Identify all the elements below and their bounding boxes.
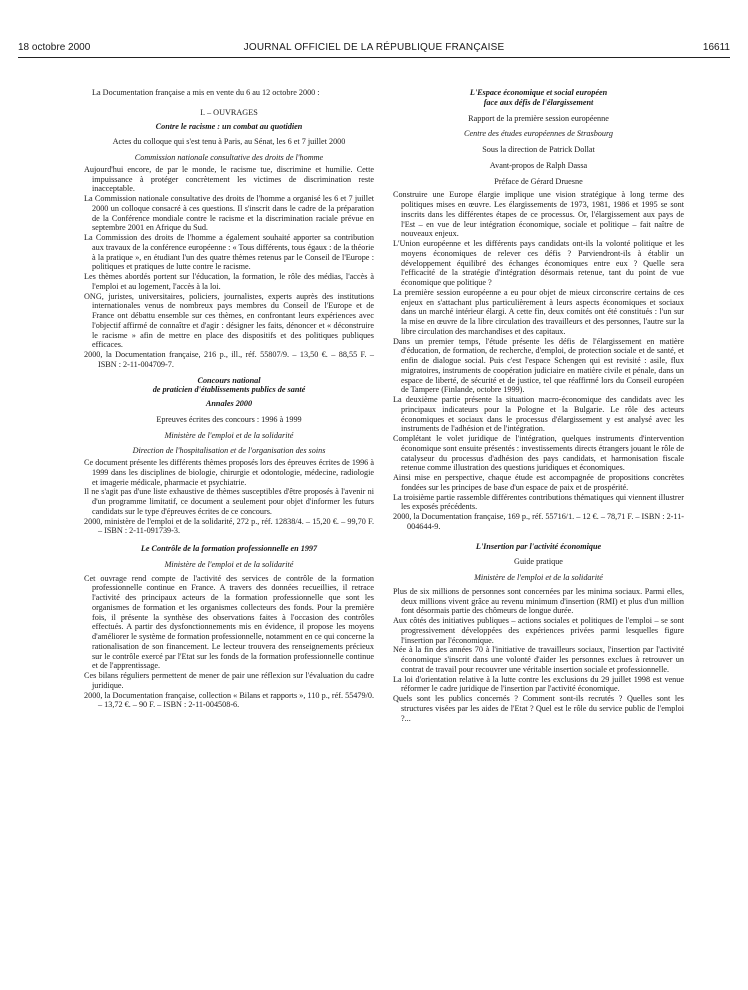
entry-subtitle: Guide pratique — [514, 557, 563, 567]
entry-title: Annales 2000 — [205, 399, 253, 408]
paragraph: Cet ouvrage rend compte de l'activité des services de contrôle de la formation professionnelle continue en France. A travers des données recueillies, il retrace l'activité des principaux acteurs de la formation professionnelle que sont les organismes de formation et les organismes collecteurs des fonds. Pour la première fois, il présente la synthèse des observations faites à l'occasion des contrôles effectués. A partir des dysfonctionnements mis en évidence, il propose les moyens d'améliorer le système de formation professionnelle, notamment en ce qui concerne la rationalisation de son financement. Le lecteur trouvera des renseignements précieux sur le contrôle exercé par l'Etat sur les fonds de la formation professionnelle continue et de l'apprentissage. — [84, 573, 374, 671]
entry-racisme — [84, 122, 374, 370]
page-number: 16611 — [702, 42, 730, 53]
entry-title: Le Contrôle de la formation professionnelle en 1997 — [140, 544, 318, 553]
journal-title: JOURNAL OFFICIEL DE LA RÉPUBLIQUE FRANÇAISE — [243, 42, 505, 53]
paragraph: Complétant le volet juridique de l'intégration, quelques instruments d'intervention économique sont ensuite présentés : investissements directs étrangers jouant le rôle de catalyseur du processus d'adhésion des pays candidats, et harmonisation fiscale retenue comme illustration des questions juridiques et économiques. — [393, 434, 684, 473]
entry-reference: 2000, la Documentation française, 169 p., réf. 55716/1. – 12 €. – 78,71 F. – ISBN : 2-11-004644-9. — [393, 512, 685, 531]
paragraph: La troisième partie rassemble différentes contributions thématiques qui viennent illustrer les exposés précédents. — [393, 492, 684, 512]
entry-title: face aux défis de l'élargissement — [483, 97, 594, 107]
paragraph: La deuxième partie présente la situation macro-économique des candidats avec les principaux indicateurs pour la Pologne et la Bulgarie. Le rôle des acteurs économiques et sociaux dans le processus d'élargissement y est analysé avec les instruments de l'adhésion et de l'intégration. — [393, 395, 684, 434]
entry-reference: 2000, ministère de l'emploi et de la solidarité, 272 p., réf. 12838/4. – 15,20 €. – 99,70 F. – ISBN : 2-11-091739-3. — [84, 516, 374, 536]
paragraph: Dans un premier temps, l'étude présente les défis de l'élargissement en matière d'éducation, de formation, de recherche, d'emploi, de protection sociale et de santé, et enfin de dialogue social. Puis c'est l'espace Schengen qui est revisité : asile, flux migratoires, instruments de coopération judiciaire en matière civile et pénale, dans un espace de liberté, de sécurité et de justice, tel que réaffirmé lors du Conseil européen de Tampere (Finlande, octobre 1999). — [393, 336, 684, 395]
entry-title: L'Insertion par l'activité économique — [475, 541, 602, 551]
entry-reference: 2000, la Documentation française, collection « Bilans et rapports », 110 p., réf. 55479/0. – 13,72 €. – 90 F. – ISBN : 2-11-004508-6. — [84, 690, 374, 710]
entry-director: Sous la direction de Patrick Dollat — [482, 145, 595, 154]
paragraph: La Commission nationale consultative des droits de l'homme a organisé les 6 et 7 juillet 2000 un colloque consacré à ces questions. Il s'inscrit dans le cadre de la préparation de la Conférence mondiale contre le racisme et la discrimination raciale prévue en septembre 2001 en Afrique du Sud. — [84, 194, 374, 233]
entry-author: Ministère de l'emploi et de la solidarité — [164, 430, 294, 440]
entry-concours — [84, 376, 374, 537]
entry-author: Ministère de l'emploi et de la solidarité — [474, 573, 603, 582]
entry-title: L'Espace économique et social européen — [469, 88, 608, 97]
header-date: 18 octobre 2000 — [18, 42, 91, 53]
entry-author: Centre des études européennes de Strasbourg — [464, 129, 613, 139]
paragraph: ONG, juristes, universitaires, policiers, journalistes, experts auprès des institutions internationales venus de nombreux pays membres du Conseil de l'Europe et de France ont débattu ensemble sur ces thèmes, en confrontant leurs expériences avec l'objectif affirmé de connaître et d'agir : désigner les faits, dénoncer et « déconstruire le racisme » afin de mettre en place des dispositifs et des politiques publiques efficaces. — [84, 291, 374, 350]
paragraph: Ces bilans réguliers permettent de mener de pair une réflexion sur l'évaluation du cadre juridique. — [84, 671, 374, 690]
entry-reference: 2000, la Documentation française, 216 p., ill., réf. 55807/9. – 13,50 €. – 88,55 F. – ISBN : 2-11-004709-7. — [84, 350, 374, 369]
entry-controle — [84, 544, 374, 710]
entry-subtitle: Epreuves écrites des concours : 1996 à 1999 — [156, 414, 302, 424]
right-column — [393, 88, 684, 723]
entry-author: Commission nationale consultative des droits de l'homme — [134, 153, 324, 162]
entry-foreword: Avant-propos de Ralph Dassa — [489, 160, 588, 170]
entry-title: Contre le racisme : un combat au quotidien — [155, 121, 303, 131]
section-heading: I. – OUVRAGES — [200, 107, 258, 117]
paragraph: Aujourd'hui encore, de par le monde, le racisme tue, discrimine et humilie. Cette impuissance à protéger concrètement les victimes de discrimination reste inacceptable. — [84, 164, 374, 194]
entry-insertion — [393, 542, 684, 724]
page-header — [18, 42, 730, 58]
header-rule — [18, 57, 730, 58]
paragraph: Née à la fin des années 70 à l'initiative de travailleurs sociaux, l'insertion par l'activité économique s'inscrit dans une volonté d'aider les personnes exclues à retrouver un contrat de travail pour recouvrer une véritable insertion sociale et professionnelle. — [393, 645, 684, 674]
paragraph: Quels sont les publics concernés ? Comment sont-ils recrutés ? Quelles sont les structures visées par les aides de l'Etat ? Quel est le rôle du service public de l'emploi ?... — [393, 694, 684, 723]
paragraph: Il ne s'agit pas d'une liste exhaustive de thèmes susceptibles d'être proposés à l'avenir ni d'un programme limitatif, ce document a seulement pour objet d'informer les futurs candidats sur le type d'épreuves écrites de ce concours. — [84, 487, 374, 516]
paragraph: Ce document présente les différents thèmes proposés lors des épreuves écrites de 1996 à 1999 dans les disciplines de biologie, chirurgie et odontologie, médecine, radiologie et imagerie médicale, pharmacie et psychiatrie. — [84, 458, 374, 487]
paragraph: Ainsi mise en perspective, chaque étude est accompagnée de propositions concrètes fondées sur les principes de base d'un espace de paix et de prospérité. — [393, 473, 684, 492]
paragraph: La Commission des droits de l'homme a également souhaité apporter sa contribution aux travaux de la conférence européenne : « Tous différents, tous égaux : de la théorie à la pratique », en étudiant l'un des quatre thèmes retenus par le Conseil de l'Europe : politiques et pratiques de lutte contre le racisme. — [84, 233, 374, 272]
paragraph: La loi d'orientation relative à la lutte contre les exclusions du 29 juillet 1998 est venue réformer le cadre juridique de l'insertion par l'activité économique. — [393, 674, 684, 694]
entry-title: Concours national — [197, 375, 261, 385]
intro-text: La Documentation française a mis en vente du 6 au 12 octobre 2000 : — [92, 88, 320, 97]
paragraph: La première session européenne a eu pour objet de mieux circonscrire certains de ces enjeux en s'attachant plus particulièrement à leurs aspects économiques et sociaux dans un marché intérieur élargi. A cette fin, deux comités ont été constitués : l'un sur la mise en œuvre de la libre circulation des travailleurs et des personnes, l'autre sur la libre circulation des marchandises et des capitaux. — [393, 287, 684, 336]
entry-preface: Préface de Gérard Druesne — [494, 176, 583, 186]
paragraph: Plus de six millions de personnes sont concernées par les minima sociaux. Parmi elles, deux millions vivent grâce au revenu minimum d'insertion (RMI) et plus d'un million font désormais partie des chômeurs de longue durée. — [393, 586, 684, 616]
left-column — [84, 88, 374, 710]
paragraph: Construire une Europe élargie implique une vision stratégique à long terme des politiques mises en œuvre. Les élargissements de 1973, 1981, 1986 et 1995 se sont inscrits dans les différentes étapes de ce processus. Or, l'élargissement aux pays de l'Est – en vue de leur intégration économique, sociale et politique – fait naître de nouveaux enjeux. — [393, 190, 684, 239]
entry-title: de praticien d'établissements publics de santé — [152, 385, 306, 395]
entry-author: Direction de l'hospitalisation et de l'organisation des soins — [132, 446, 326, 456]
entry-subtitle: Actes du colloque qui s'est tenu à Paris, au Sénat, les 6 et 7 juillet 2000 — [112, 137, 346, 147]
paragraph: Les thèmes abordés portent sur l'éducation, la formation, le rôle des médias, l'accès à l'emploi et au logement, l'accès à la loi. — [84, 272, 374, 291]
entry-espace-europeen — [393, 88, 684, 532]
paragraph: L'Union européenne et les différents pays candidats ont-ils la volonté politique et les moyens économiques de relever ces défis ? Parviendront-ils à établir un développement équilibré des échanges économiques entre eux ? Quelle sera l'efficacité de la stratégie d'intégration désormais retenue, tant du point de vue économique que politique ? — [393, 239, 684, 287]
entry-author: Ministère de l'emploi et de la solidarité — [164, 559, 294, 569]
entry-subtitle: Rapport de la première session européenne — [468, 113, 609, 123]
paragraph: Aux côtés des initiatives publiques – actions sociales et politiques de l'emploi – se sont progressivement développées des expériences privées parmi lesquelles figure l'insertion par l'économique. — [393, 616, 684, 645]
